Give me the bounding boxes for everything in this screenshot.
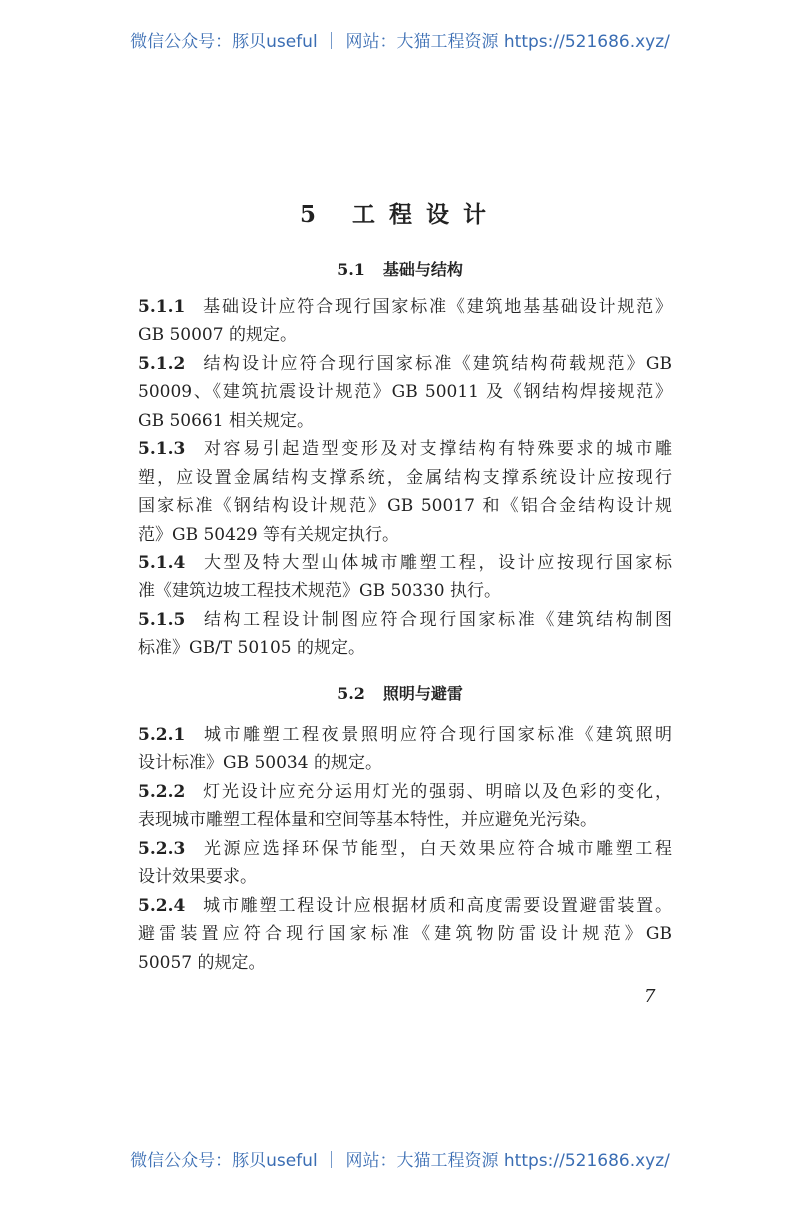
clause-line bbox=[138, 549, 672, 577]
clause-text: 50009、《建筑抗震设计规范》GB 50011 及《钢结构焊接规范》 bbox=[138, 382, 672, 403]
clause-text: 灯光设计应充分运用灯光的强弱、明暗以及色彩的变化， bbox=[201, 781, 672, 802]
clause-number: 5.1.4 bbox=[138, 552, 186, 573]
section-body bbox=[138, 721, 672, 977]
clause-text: GB 50661 相关规定。 bbox=[138, 410, 314, 431]
chapter-title: 5 工程设计 bbox=[299, 201, 500, 228]
clause-line bbox=[138, 464, 672, 492]
clause-text: 避雷装置应符合现行国家标准《建筑物防雷设计规范》GB bbox=[138, 924, 672, 945]
clause-text: 设计效果要求。 bbox=[138, 867, 257, 888]
clause-text: 设计标准》GB 50034 的规定。 bbox=[138, 753, 382, 774]
clause-line bbox=[138, 492, 672, 520]
clause-number: 5.1.1 bbox=[138, 297, 186, 317]
clause-line bbox=[138, 949, 672, 977]
clause-number: 5.2.3 bbox=[138, 838, 186, 859]
clause-text: 准《建筑边坡工程技术规范》GB 50330 执行。 bbox=[138, 581, 501, 602]
clause-text: 国家标准《钢结构设计规范》GB 50017 和《铝合金结构设计规 bbox=[138, 496, 672, 517]
clause-text: 标准》GB/T 50105 的规定。 bbox=[138, 638, 366, 659]
clause-number: 5.1.2 bbox=[138, 353, 186, 374]
watermark-bottom: 微信公众号：豚贝useful ｜ 网站：大猫工程资源 https://521686.xyz/ bbox=[130, 1151, 670, 1171]
clause-line bbox=[138, 350, 672, 378]
clause-line bbox=[138, 293, 672, 321]
clause-text: 50057 的规定。 bbox=[138, 952, 266, 973]
clause-text: 表现城市雕塑工程体量和空间等基本特性，并应避免光污染。 bbox=[138, 810, 597, 831]
clause-line bbox=[138, 577, 672, 605]
page-number: 7 bbox=[644, 986, 656, 1007]
clause-line bbox=[138, 863, 672, 891]
clause-line bbox=[138, 749, 672, 777]
clause-number: 5.2.1 bbox=[138, 725, 186, 745]
clause-line bbox=[138, 606, 672, 634]
clause-text: 结构设计应符合现行国家标准《建筑结构荷载规范》GB bbox=[201, 353, 672, 374]
section-body bbox=[138, 293, 672, 663]
clause-text: 光源应选择环保节能型，白天效果应符合城市雕塑工程 bbox=[201, 838, 672, 859]
clause-line bbox=[138, 634, 672, 662]
clause-number: 5.2.4 bbox=[138, 895, 186, 916]
clause-line bbox=[138, 378, 672, 406]
clause-text: 对容易引起造型变形及对支撑结构有特殊要求的城市雕 bbox=[201, 439, 672, 460]
clause-line bbox=[138, 778, 672, 806]
clause-line bbox=[138, 321, 672, 349]
clause-text: 城市雕塑工程设计应根据材质和高度需要设置避雷装置。 bbox=[201, 895, 672, 916]
clause-line bbox=[138, 920, 672, 948]
clause-line bbox=[138, 721, 672, 749]
clause-line bbox=[138, 407, 672, 435]
clause-text: 塑，应设置金属结构支撑系统，金属结构支撑系统设计应按现行 bbox=[138, 467, 672, 488]
clause-text: 基础设计应符合现行国家标准《建筑地基基础设计规范》 bbox=[201, 297, 672, 317]
clause-text: 城市雕塑工程夜景照明应符合现行国家标准《建筑照明 bbox=[201, 725, 672, 745]
clause-text: 结构工程设计制图应符合现行国家标准《建筑结构制图 bbox=[201, 609, 672, 630]
section-heading: 5.2 照明与避雷 bbox=[337, 684, 463, 703]
clause-number: 5.1.5 bbox=[138, 609, 186, 630]
clause-number: 5.1.3 bbox=[138, 439, 186, 460]
clause-text: GB 50007 的规定。 bbox=[138, 325, 297, 346]
watermark-top: 微信公众号：豚贝useful ｜ 网站：大猫工程资源 https://521686.xyz/ bbox=[130, 32, 670, 52]
clause-line bbox=[138, 835, 672, 863]
clause-line bbox=[138, 892, 672, 920]
clause-line bbox=[138, 435, 672, 463]
clause-text: 范》GB 50429 等有关规定执行。 bbox=[138, 524, 399, 545]
clause-line bbox=[138, 521, 672, 549]
section-heading: 5.1 基础与结构 bbox=[337, 260, 463, 279]
clause-line bbox=[138, 806, 672, 834]
clause-text: 大型及特大型山体城市雕塑工程，设计应按现行国家标 bbox=[201, 552, 672, 573]
clause-number: 5.2.2 bbox=[138, 781, 186, 802]
